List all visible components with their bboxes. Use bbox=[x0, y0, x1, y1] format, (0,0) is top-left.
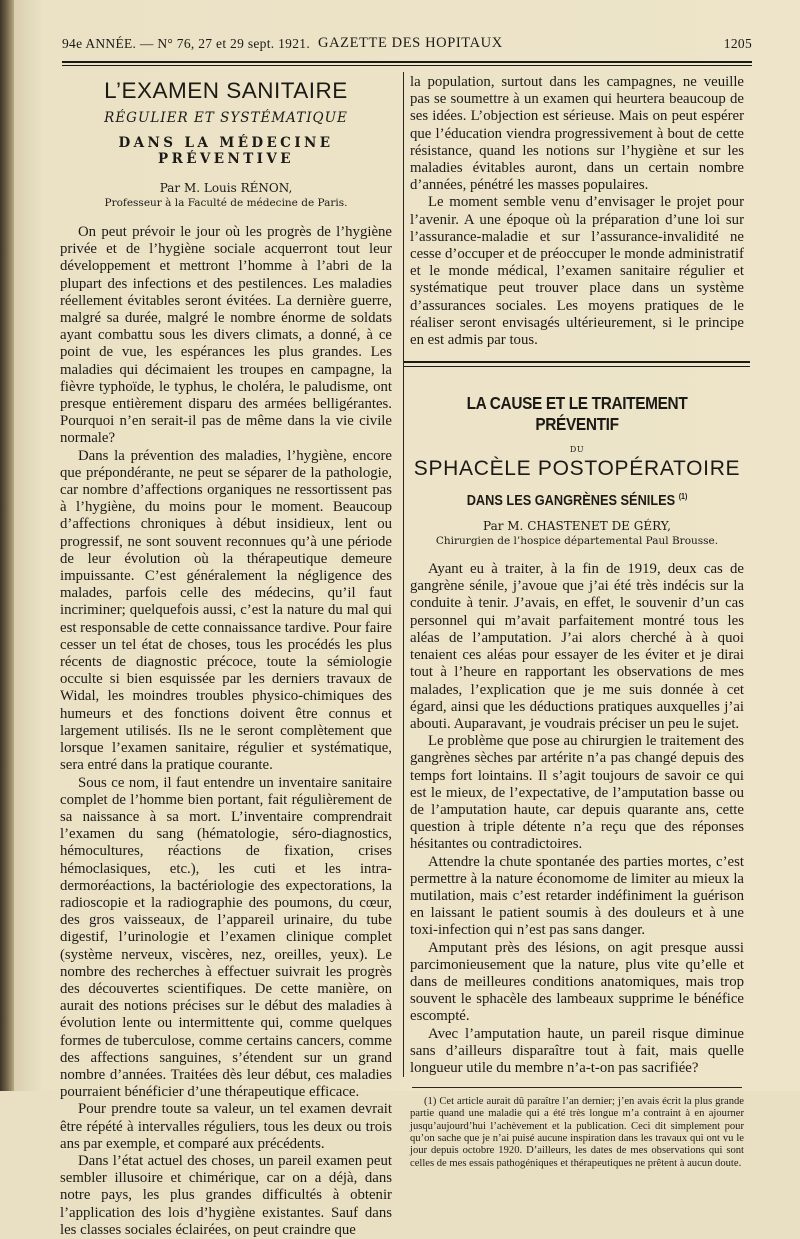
page-number: 1205 bbox=[723, 36, 752, 51]
column-divider bbox=[403, 72, 404, 1077]
paragraph: Le moment semble venu d’envisager le projet pour l’avenir. A une époque où la préparation d’une loi sur l’assurance-maladie et sur l’assurance-invalidité ne cesse d’occuper et de préoccuper le monde administratif et le monde médical, l’examen sanitaire régulier et systématique peut trouver place dans un système d’assurances sociales. Les moyens pratiques de le réaliser seront envisagés ultérieurement, si le principe en est admis par tous. bbox=[410, 194, 744, 349]
paragraph: Pour prendre toute sa valeur, un tel examen devrait être répété à intervalles réguliers, tous les deux ou trois ans par exemple, et comparé aux précédents. bbox=[60, 1101, 392, 1152]
article1-subtitle: RÉGULIER ET SYSTÉMATIQUE bbox=[104, 110, 348, 126]
paragraph: Le problème que pose au chirurgien le traitement des gangrènes sèches par artérite n’a pas changé depuis des temps fort lointains. Il s’agit toujours de savoir ce qui est le mieux, de l’expectative, de l’amputation basse ou de l’amputation haute, car depuis quarante ans, cette question à triple détente n’a reçu que des réponses hésitantes ou contradictoires. bbox=[410, 733, 744, 853]
footnote-marker: (1) bbox=[678, 492, 688, 502]
paragraph: On peut prévoir le jour où les progrès de l’hygiène privée et de l’hygiène sociale acquerront tout leur développement et mettront l’homme à l’abri de la plupart des infections et des pestilences. Les maladies réellement évitables seront évitées. La dernière guerre, malgré sa durée, malgré le nombre énorme de soldats ayant combattu sous les divers climats, a donné, à ce point de vue, les espérances les plus grandes. Les maladies qui décimaient les troupes en campagne, la fièvre typhoïde, le typhus, le choléra, le paludisme, ont presque entièrement disparu des armées belligérantes. Pourquoi n’en serait-il pas de même dans la vie civile normale? bbox=[60, 224, 392, 447]
article-separator-thin bbox=[404, 366, 750, 367]
article1-title: L’EXAMEN SANITAIRE bbox=[104, 78, 348, 103]
article2-subtitle-text: DANS LES GANGRÈNES SÉNILES bbox=[466, 493, 676, 510]
paragraph: la population, surtout dans les campagnes, ne veuille pas se soumettre à un examen qui heurtera beaucoup de ses idées. L’objection est sérieuse. Mais on peut espérer que l’éducation viendra progressivement à bout de cette résistance, quand les notions sur l’hygiène et sur les maladies évitables auront, dans un certain nombre d’années, pénétré les masses populaires. bbox=[410, 74, 744, 194]
article2-author: Par M. CHASTENET DE GÉRY, bbox=[483, 519, 671, 534]
article2-title: LA CAUSE ET LE TRAITEMENT PRÉVENTIF bbox=[466, 393, 688, 435]
footnote: (1) Cet article aurait dû paraître l’an dernier; j’en avais écrit la plus grande partie quand une maladie qui a été très longue m’a contraint à en ajourner jusqu’aujourd’hui l’achèvement et la publication. Ceci dit simplement pour qu’on sache que je n’ai puisé aucune inspiration dans les travaux qui ont vu le jour depuis octobre 1920. D’ailleurs, les dates de mes observations qui sont celles de mes essais pathogéniques et thérapeutiques ne prêtent à aucun doute. bbox=[410, 1096, 744, 1169]
issue-info: 94e ANNÉE. — N° 76, 27 et 29 sept. 1921. bbox=[62, 36, 310, 51]
right-column bbox=[410, 74, 744, 1170]
running-head bbox=[62, 36, 752, 56]
article2-body bbox=[410, 561, 744, 1077]
left-column bbox=[60, 74, 392, 1239]
article2-title-big: SPHACÈLE POSTOPÉRATOIRE bbox=[413, 457, 741, 481]
article2-connector: DU bbox=[569, 445, 585, 455]
article-separator-thick bbox=[404, 361, 750, 363]
article2-subtitle bbox=[430, 492, 724, 509]
paragraph: Dans l’état actuel des choses, un pareil examen peut sembler illusoire et chimérique, car on a déjà, dans notre pays, les plus grandes difficultés à obtenir l’application des lois d’hygiène existantes. Sauf dans les classes sociales éclairées, on peut craindre que bbox=[60, 1152, 392, 1238]
journal-title: GAZETTE DES HOPITAUX bbox=[318, 35, 503, 51]
paragraph: Dans la prévention des maladies, l’hygiène, encore que prépondérante, ne peut se séparer de la pathologie, car nombre d’affections organiques ne ressortissent pas à l’hygiène, du moins pour le moment. Beaucoup d’affections chroniques à début insidieux, lent ou progressif, ne sont souvent reconnues qu’à une période de leur évolution où la thérapeutique demeure impuissante. C’est généralement la négligence des malades, parfois celle des médecins, qu’il faut incriminer; quelquefois aussi, c’est la nature du mal qui est responsable de cette connaissance tardive. Pour faire cesser un tel état de choses, tous les procédés les plus récents de diagnostic précoce, toute la sémiologie occulte si bien esquissée par les derniers travaux de Widal, les moindres troubles physico-chimiques des humeurs et des fonctions doivent être connus et largement utilisés. Ils ne le seront complètement que lorsque l’examen sanitaire, régulier et systématique, sera entré dans la pratique courante. bbox=[60, 447, 392, 774]
paragraph: Amputant près des lésions, on agit presque aussi parcimonieusement que la nature, plus vite qu’elle et dans de meilleures conditions anatomiques, mais trop souvent le sphacèle des lambeaux supprime le bénéfice escompté. bbox=[410, 939, 744, 1025]
footnote-rule bbox=[412, 1087, 742, 1088]
article1-body bbox=[60, 224, 392, 1239]
paragraph: Attendre la chute spontanée des parties mortes, c’est permettre à la nature économome de limiter au mieux la mutilation, mais c’est retarder indéfiniment la guérison en laissant le patient soumis à des douleurs et à une toxi-infection qui n’est pas sans danger. bbox=[410, 853, 744, 939]
header-rule-thick bbox=[62, 61, 752, 63]
article1-affiliation: Professeur à la Faculté de médecine de Paris. bbox=[104, 197, 348, 209]
paragraph: Ayant eu à traiter, à la fin de 1919, deux cas de gangrène sénile, j’avoue que j’ai été très indécis sur la conduite à tenir. J’avais, en effet, le souvenir d’un cas personnel qui m’avait parfaitement montré tous les aléas de l’amputation. J’ai alors cherché à à quoi tenaient ces aléas pour essayer de les éviter et je dirai tout à l’heure en rapportant les observations de mes malades, l’explication que je me suis donnée à cet égard, ainsi que les déductions pratiques auxquelles j’ai abouti. Auparavant, je voudrais préciser un peu le sujet. bbox=[410, 561, 744, 732]
article1-continuation bbox=[410, 74, 744, 349]
article1-subtitle2: DANS LA MÉDECINE PRÉVENTIVE bbox=[118, 135, 334, 167]
article1-author: Par M. Louis RÉNON, bbox=[159, 181, 293, 195]
paragraph: Avec l’amputation haute, un pareil risque diminue sans d’ailleurs disparaître tout à fait, mais quelle longueur utile du membre n’a-t-on pas sacrifiée? bbox=[410, 1025, 744, 1076]
article2-affiliation: Chirurgien de l’hospice départemental Paul Brousse. bbox=[435, 535, 719, 548]
book-binding-edge bbox=[0, 0, 14, 1091]
header-rule-thin bbox=[62, 65, 752, 66]
paragraph: Sous ce nom, il faut entendre un inventaire sanitaire complet de l’homme bien portant, fait régulièrement de sa naissance à sa mort. L’inventaire comprendrait l’examen du sang (hématologie, séro-diagnostics, hémocultures, réactions de fixation, crises hémoclasiques, etc.), les cuti et les intra-dermoréactions, la bactériologie des expectorations, la radioscopie et la radiographie des poumons, du cœur, des gros vaisseaux, de l’appareil urinaire, du tube digestif, l’urinologie et l’examen clinique complet (système nerveux, viscères, nez, oreilles, yeux). Le nombre des recherches à effectuer suivrait les progrès des découvertes scientifiques. De cette manière, on aurait des notions précises sur le début des maladies à évolution lente ou intermittente qui, comme quelques formes de tuberculose, comme certains cancers, comme des affections sanguines, s’étendent sur un grand nombre d’années. Traitées dès leur début, ces maladies pourraient bénéficier d’une thérapeutique efficace. bbox=[60, 774, 392, 1101]
